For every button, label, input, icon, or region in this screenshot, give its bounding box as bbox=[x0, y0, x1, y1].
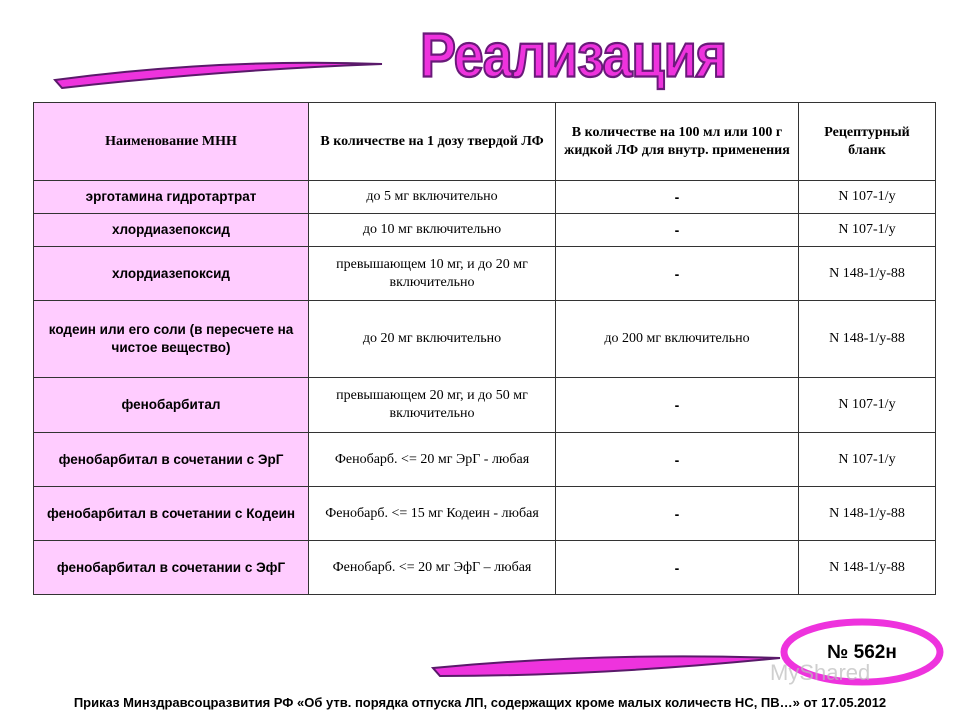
row-form: N 148-1/у-88 bbox=[799, 487, 936, 541]
row-liquid: - bbox=[556, 541, 799, 595]
watermark: MyShared bbox=[770, 660, 871, 685]
row-form: N 148-1/у-88 bbox=[799, 247, 936, 301]
table-row bbox=[34, 247, 936, 301]
table-row bbox=[34, 214, 936, 247]
header-form: Рецептурный бланк bbox=[799, 103, 936, 181]
table-header-row bbox=[34, 103, 936, 181]
row-liquid: - bbox=[556, 214, 799, 247]
row-form: N 148-1/у-88 bbox=[799, 301, 936, 378]
header-liquid: В количестве на 100 мл или 100 г жидкой ЛФ для внутр. применения bbox=[556, 103, 799, 181]
header-name: Наименование МНН bbox=[34, 103, 309, 181]
row-form: N 107-1/у bbox=[799, 433, 936, 487]
table-row bbox=[34, 541, 936, 595]
footer-citation: Приказ Минздравсоцразвития РФ «Об утв. порядка отпуска ЛП, содержащих кроме малых количеств НС, ПВ…» от 17.05.2012 bbox=[73, 695, 887, 710]
row-name: фенобарбитал в сочетании с Кодеин bbox=[34, 487, 309, 541]
row-name: эрготамина гидротартрат bbox=[34, 181, 309, 214]
table-row bbox=[34, 181, 936, 214]
row-name: хлордиазепоксид bbox=[34, 214, 309, 247]
row-name: кодеин или его соли (в пересчете на чистое вещество) bbox=[34, 301, 309, 378]
row-solid: Фенобарб. <= 20 мг ЭфГ – любая bbox=[309, 541, 556, 595]
row-solid: до 20 мг включительно bbox=[309, 301, 556, 378]
row-form: N 107-1/у bbox=[799, 181, 936, 214]
row-liquid: - bbox=[556, 487, 799, 541]
table-row bbox=[34, 301, 936, 378]
row-liquid: - bbox=[556, 378, 799, 433]
top-swoosh bbox=[55, 63, 382, 88]
row-liquid: - bbox=[556, 433, 799, 487]
row-form: N 107-1/у bbox=[799, 214, 936, 247]
row-form: N 107-1/у bbox=[799, 378, 936, 433]
row-liquid: - bbox=[556, 181, 799, 214]
row-name: хлордиазепоксид bbox=[34, 247, 309, 301]
realization-table bbox=[33, 102, 936, 595]
row-solid: превышающем 20 мг, и до 50 мг включительно bbox=[309, 378, 556, 433]
row-solid: до 10 мг включительно bbox=[309, 214, 556, 247]
table-row bbox=[34, 433, 936, 487]
header-solid: В количестве на 1 дозу твердой ЛФ bbox=[309, 103, 556, 181]
row-solid: Фенобарб. <= 20 мг ЭрГ - любая bbox=[309, 433, 556, 487]
row-name: фенобарбитал в сочетании с ЭрГ bbox=[34, 433, 309, 487]
bottom-swoosh bbox=[433, 656, 780, 676]
row-name: фенобарбитал bbox=[34, 378, 309, 433]
row-solid: Фенобарб. <= 15 мг Кодеин - любая bbox=[309, 487, 556, 541]
page-title: Реализация bbox=[420, 21, 727, 91]
row-liquid: до 200 мг включительно bbox=[556, 301, 799, 378]
row-name: фенобарбитал в сочетании с ЭфГ bbox=[34, 541, 309, 595]
row-liquid: - bbox=[556, 247, 799, 301]
row-form: N 148-1/у-88 bbox=[799, 541, 936, 595]
table-row bbox=[34, 378, 936, 433]
row-solid: превышающем 10 мг, и до 20 мг включительно bbox=[309, 247, 556, 301]
order-number-badge: № 562н bbox=[827, 642, 897, 663]
table-row bbox=[34, 487, 936, 541]
row-solid: до 5 мг включительно bbox=[309, 181, 556, 214]
